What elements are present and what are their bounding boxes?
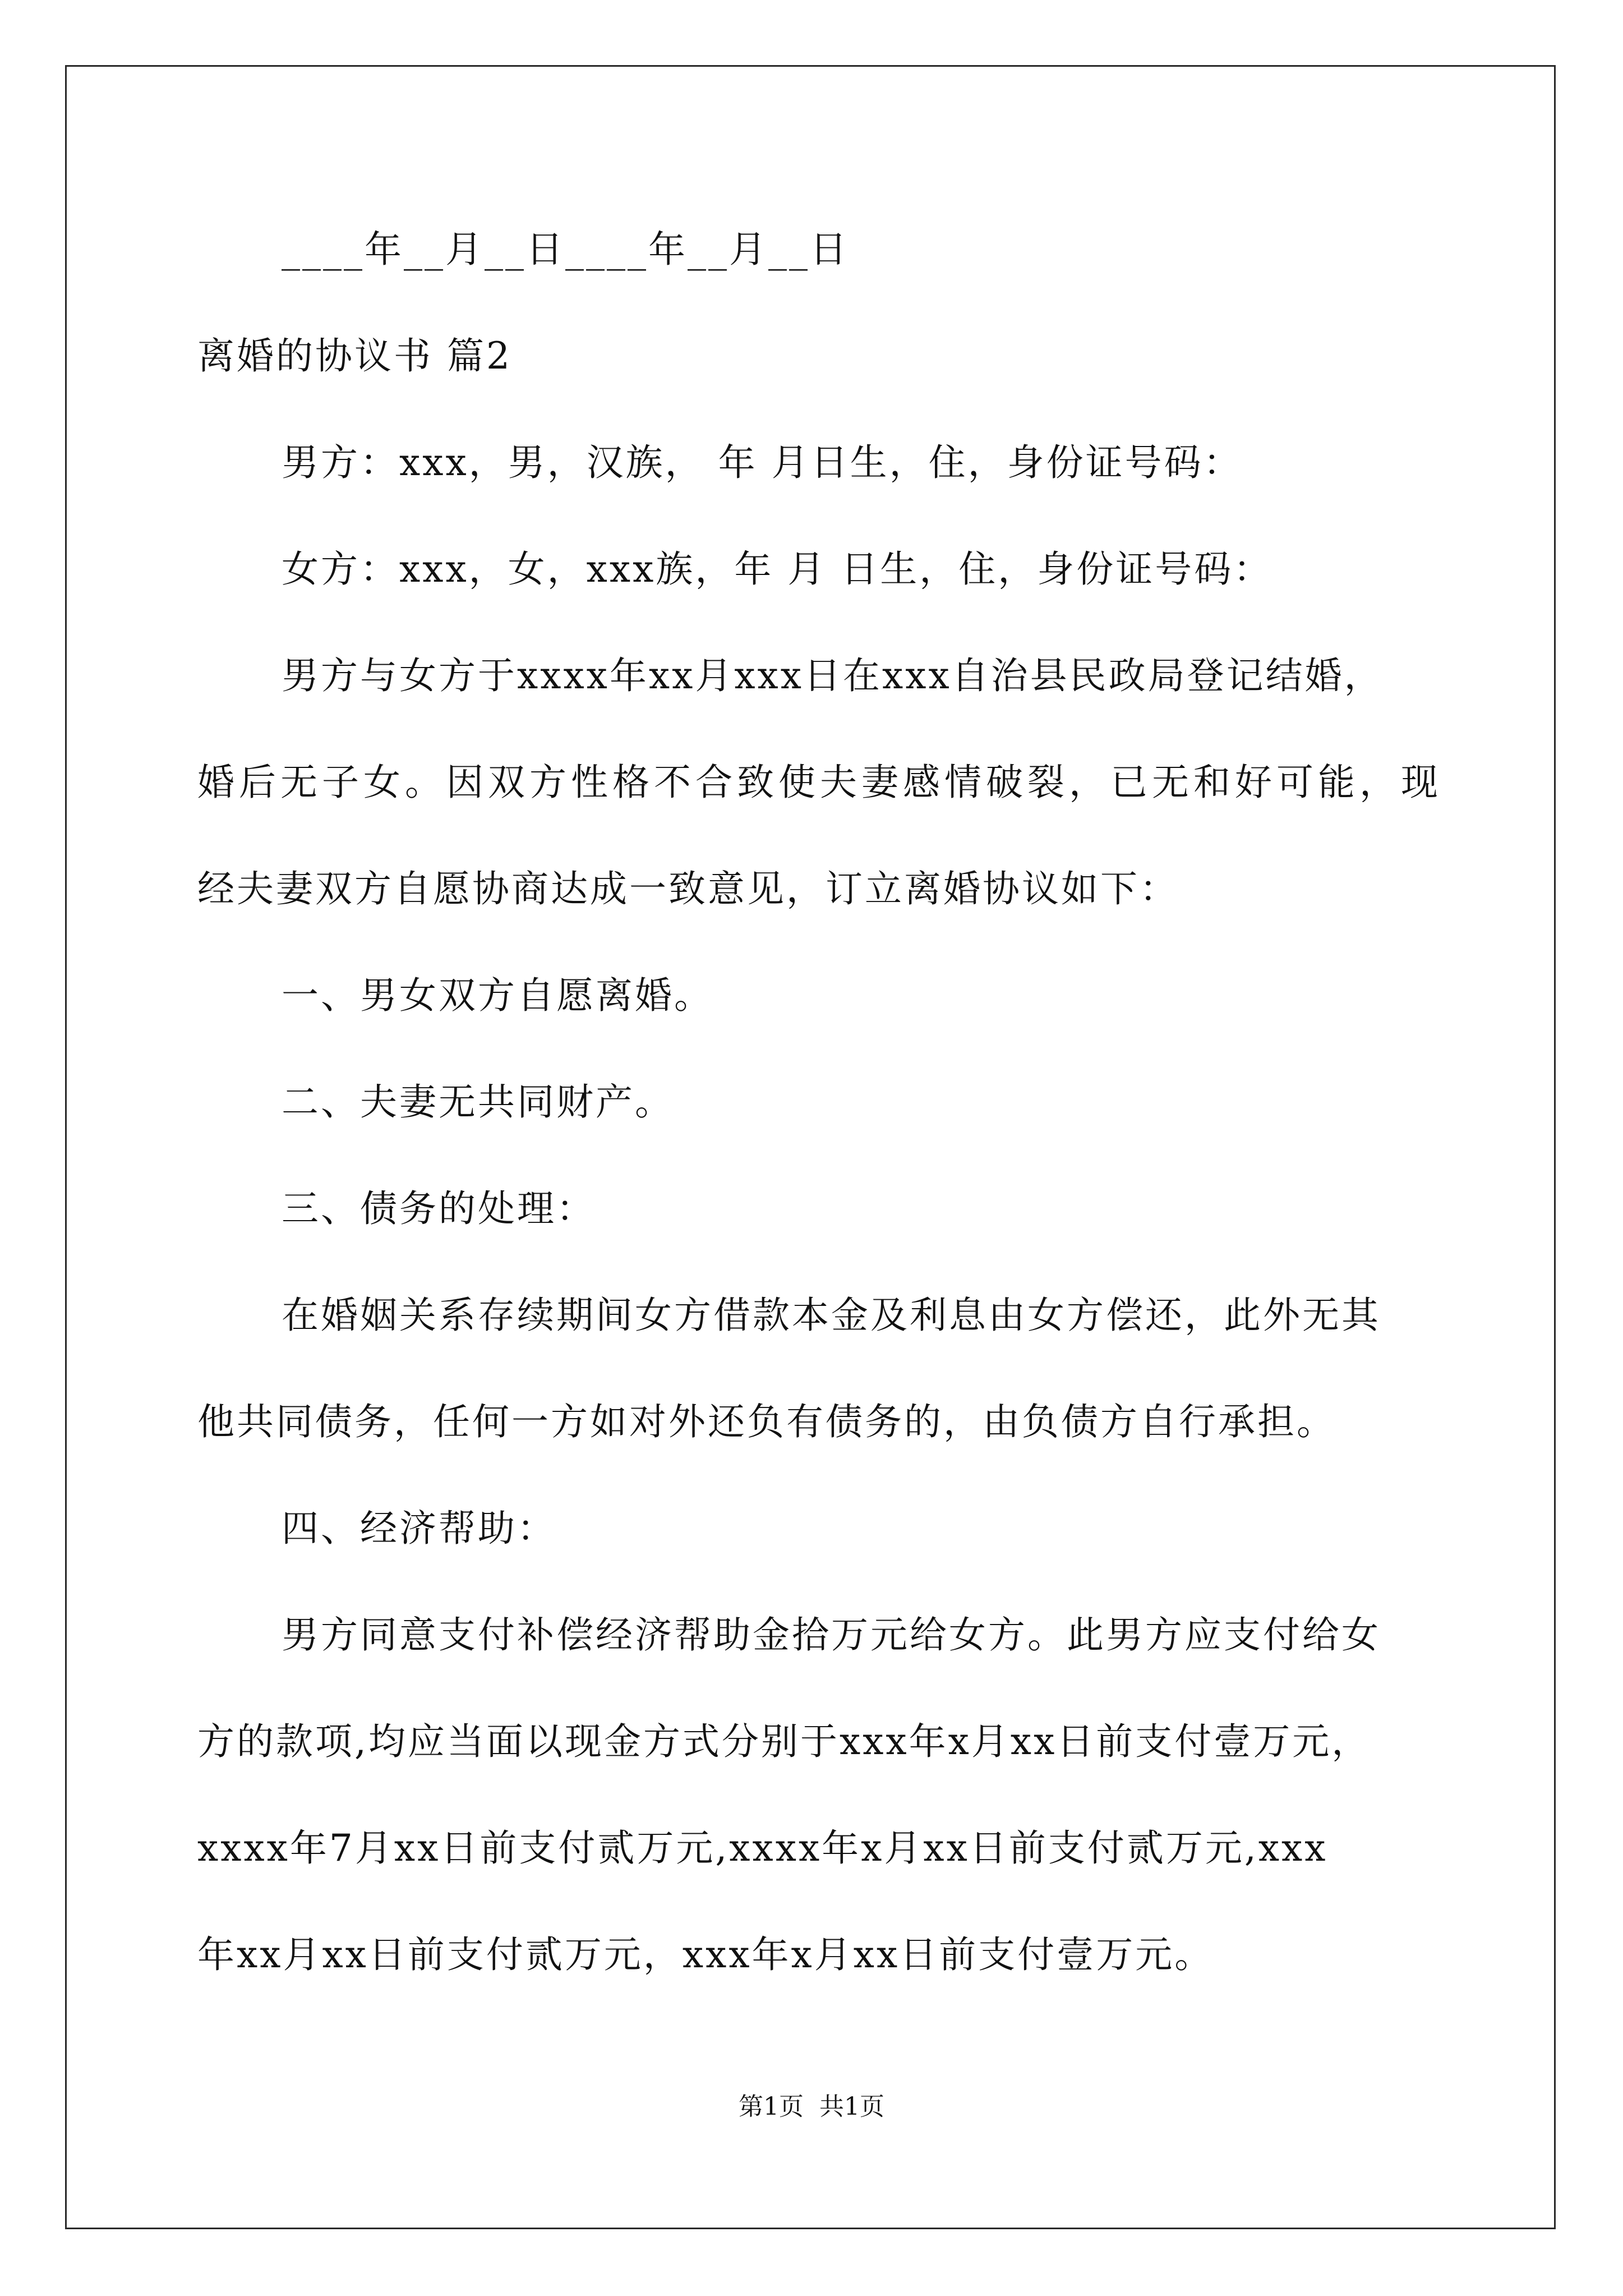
- paragraph-line: 经夫妻双方自愿协商达成一致意见，订立离婚协议如下：: [197, 867, 1179, 910]
- paragraph-line: 男方：xxx，男，汉族， 年 月日生，住，身份证号码：: [282, 441, 1243, 484]
- paragraph-line: 男方与女方于xxxx年xx月xxx日在xxx自治县民政局登记结婚，: [282, 654, 1384, 697]
- paragraph-line: 方的款项,均应当面以现金方式分别于xxx年x月xx日前支付壹万元，: [197, 1720, 1371, 1763]
- clause-heading: 三、债务的处理：: [282, 1187, 596, 1230]
- clause-heading: 二、夫妻无共同财产。: [282, 1080, 674, 1124]
- paragraph-line: 在婚姻关系存续期间女方借款本金及利息由女方偿还，此外无其: [282, 1294, 1381, 1337]
- paragraph-line: 婚后无子女。因双方性格不合致使夫妻感情破裂，已无和好可能，现: [197, 761, 1442, 804]
- document-heading: 离婚的协议书 篇2: [197, 334, 512, 378]
- paragraph-line: 女方：xxx，女，xxx族，年 月 日生，住，身份证号码：: [282, 547, 1273, 591]
- clause-heading: 四、经济帮助：: [282, 1507, 556, 1550]
- paragraph-line: 男方同意支付补偿经济帮助金拾万元给女方。此男方应支付给女: [282, 1613, 1381, 1657]
- page-number-footer: 第1页 共1页: [739, 2092, 884, 2121]
- paragraph-line: 年xx月xx日前支付贰万元，xxx年x月xx日前支付壹万元。: [197, 1933, 1214, 1976]
- paragraph-line: xxxx年7月xx日前支付贰万元,xxxx年x月xx日前支付贰万元,xxx: [197, 1826, 1328, 1870]
- clause-heading: 一、男女双方自愿离婚。: [282, 974, 713, 1017]
- date-line: ____年__月__日____年__月__日: [282, 228, 849, 271]
- paragraph-line: 他共同债务，任何一方如对外还负有债务的，由负债方自行承担。: [197, 1400, 1336, 1443]
- page-border: [65, 65, 1556, 2229]
